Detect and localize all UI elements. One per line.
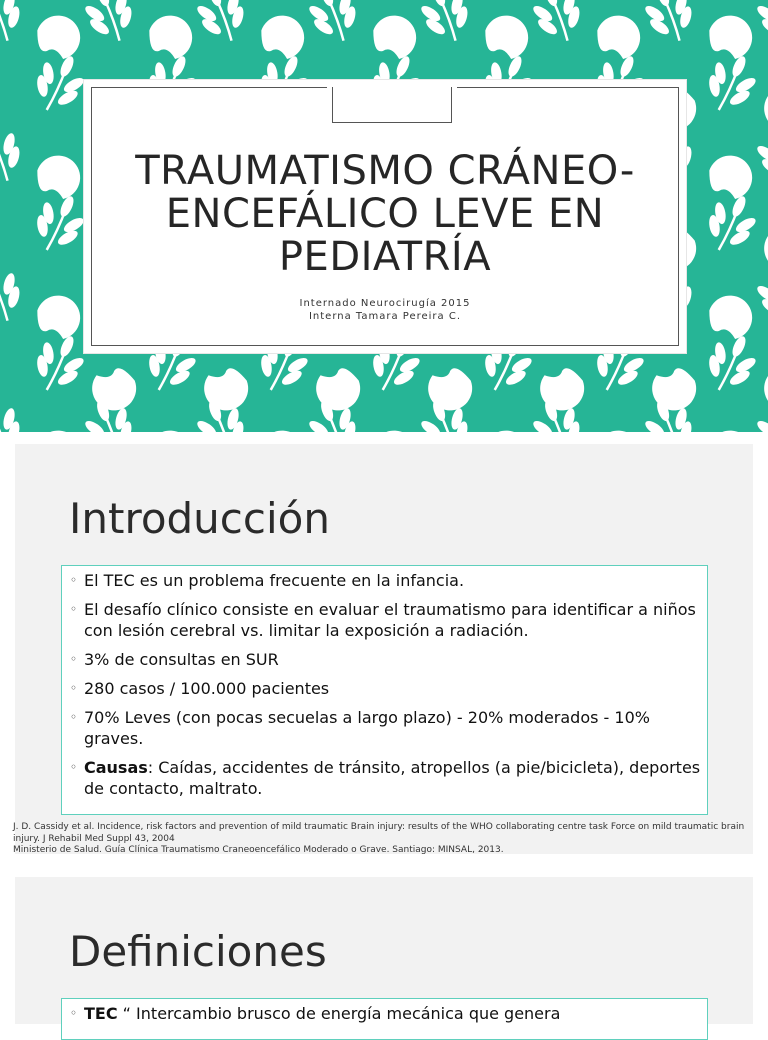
title-card xyxy=(84,80,686,353)
leaf-branch-icon xyxy=(636,0,702,49)
reference-1: J. D. Cassidy et al. Incidence, risk factors and prevention of mild traumatic Brain injury: results of the WHO collaborating centre task Force on mild traumatic brain injury. J Rehabil Med Suppl 43, 2004 xyxy=(13,822,745,844)
slide-heading-definitions: Definiciones xyxy=(69,927,327,976)
slide-heading-introduction: Introducción xyxy=(69,494,330,543)
bullet-text: : Caídas, accidentes de tránsito, atropellos (a pie/bicicleta), deportes de contacto, maltrato. xyxy=(84,758,701,798)
bullet-bold-text: TEC xyxy=(84,1004,118,1023)
bullet-bold-text: Causas xyxy=(84,758,148,777)
leaf-branch-icon xyxy=(76,0,142,49)
swirl-shape-icon xyxy=(703,9,758,62)
leaf-branch-icon xyxy=(188,0,254,49)
swirl-shape-icon xyxy=(423,364,478,417)
leaf-branch-icon xyxy=(0,0,30,49)
bullet-marker-icon: ◦ xyxy=(70,573,78,587)
swirl-shape-icon xyxy=(703,149,758,202)
swirl-shape-icon xyxy=(591,9,646,62)
bullet-marker-icon: ◦ xyxy=(70,760,78,774)
swirl-shape-icon xyxy=(255,9,310,62)
swirl-shape-icon xyxy=(367,9,422,62)
leaf-branch-icon xyxy=(697,326,766,400)
swirl-shape-icon xyxy=(31,9,86,62)
swirl-shape-icon xyxy=(703,289,758,342)
bullet-list xyxy=(62,566,707,799)
title-frame xyxy=(91,87,679,346)
swirl-shape-icon xyxy=(759,84,768,137)
swirl-shape-icon xyxy=(703,424,758,432)
swirl-shape-icon xyxy=(199,364,254,417)
bullet-box xyxy=(61,998,708,1040)
bullet-text: “ Intercambio brusco de energía mecánica que genera xyxy=(117,1004,561,1023)
bullet-marker-icon: ◦ xyxy=(70,710,78,724)
bullet-text: 70% Leves (con pocas secuelas a largo plazo) - 20% moderados - 10% graves. xyxy=(84,708,650,748)
leaf-branch-icon xyxy=(0,257,30,329)
leaf-branch-icon xyxy=(0,117,30,189)
bullet-item xyxy=(70,757,707,799)
swirl-shape-icon xyxy=(759,224,768,277)
leaf-branch-icon xyxy=(300,0,366,49)
swirl-shape-icon xyxy=(311,364,366,417)
definitions-slide xyxy=(15,877,753,1024)
bullet-text: 3% de consultas en SUR xyxy=(84,650,279,669)
bullet-marker-icon: ◦ xyxy=(70,602,78,616)
leaf-branch-icon xyxy=(0,392,30,432)
bullet-item xyxy=(70,649,707,670)
swirl-shape-icon xyxy=(87,364,142,417)
swirl-shape-icon xyxy=(143,9,198,62)
subtitle-line-1: Internado Neurocirugía 2015 xyxy=(299,298,471,309)
bullet-text: 280 casos / 100.000 pacientes xyxy=(84,679,330,698)
swirl-shape-icon xyxy=(143,424,198,432)
leaf-branch-icon xyxy=(524,0,590,49)
bullet-list xyxy=(62,999,707,1024)
bullet-text: El desafío clínico consiste en evaluar el traumatismo para identificar a niños con lesión cerebral vs. limitar la exposición a radiación. xyxy=(84,600,696,640)
references xyxy=(13,822,753,857)
title-tab-decoration xyxy=(332,87,452,123)
bullet-item xyxy=(70,1003,707,1024)
bullet-marker-icon: ◦ xyxy=(70,681,78,695)
leaf-branch-icon xyxy=(412,0,478,49)
subtitle-line-2: Interna Tamara Pereira C. xyxy=(308,311,462,322)
bullet-marker-icon: ◦ xyxy=(70,652,78,666)
leaf-branch-icon xyxy=(748,392,768,432)
slide-title: TRAUMATISMO CRÁNEO-ENCEFÁLICO LEVE EN PEDIATRÍA xyxy=(135,148,635,280)
swirl-shape-icon xyxy=(367,424,422,432)
leaf-branch-icon xyxy=(697,46,766,120)
swirl-shape-icon xyxy=(479,424,534,432)
bullet-box xyxy=(61,565,708,815)
swirl-shape-icon xyxy=(31,289,86,342)
swirl-shape-icon xyxy=(31,424,86,432)
swirl-shape-icon xyxy=(479,9,534,62)
swirl-shape-icon xyxy=(535,364,590,417)
swirl-shape-icon xyxy=(759,364,768,417)
swirl-shape-icon xyxy=(647,364,702,417)
bullet-item xyxy=(70,599,707,641)
title-slide xyxy=(0,0,768,432)
bullet-text: El TEC es un problema frecuente en la infancia. xyxy=(84,571,465,590)
introduction-slide xyxy=(15,444,753,854)
bullet-marker-icon: ◦ xyxy=(70,1006,78,1020)
reference-2: Ministerio de Salud. Guía Clínica Traumatismo Craneoencefálico Moderado o Grave. Santiago: MINSAL, 2013. xyxy=(13,845,504,855)
swirl-shape-icon xyxy=(255,424,310,432)
swirl-shape-icon xyxy=(591,424,646,432)
swirl-shape-icon xyxy=(31,149,86,202)
bullet-item xyxy=(70,570,707,591)
bullet-item xyxy=(70,678,707,699)
slide-subtitle xyxy=(92,297,678,323)
leaf-branch-icon xyxy=(697,186,766,260)
bullet-item xyxy=(70,707,707,749)
